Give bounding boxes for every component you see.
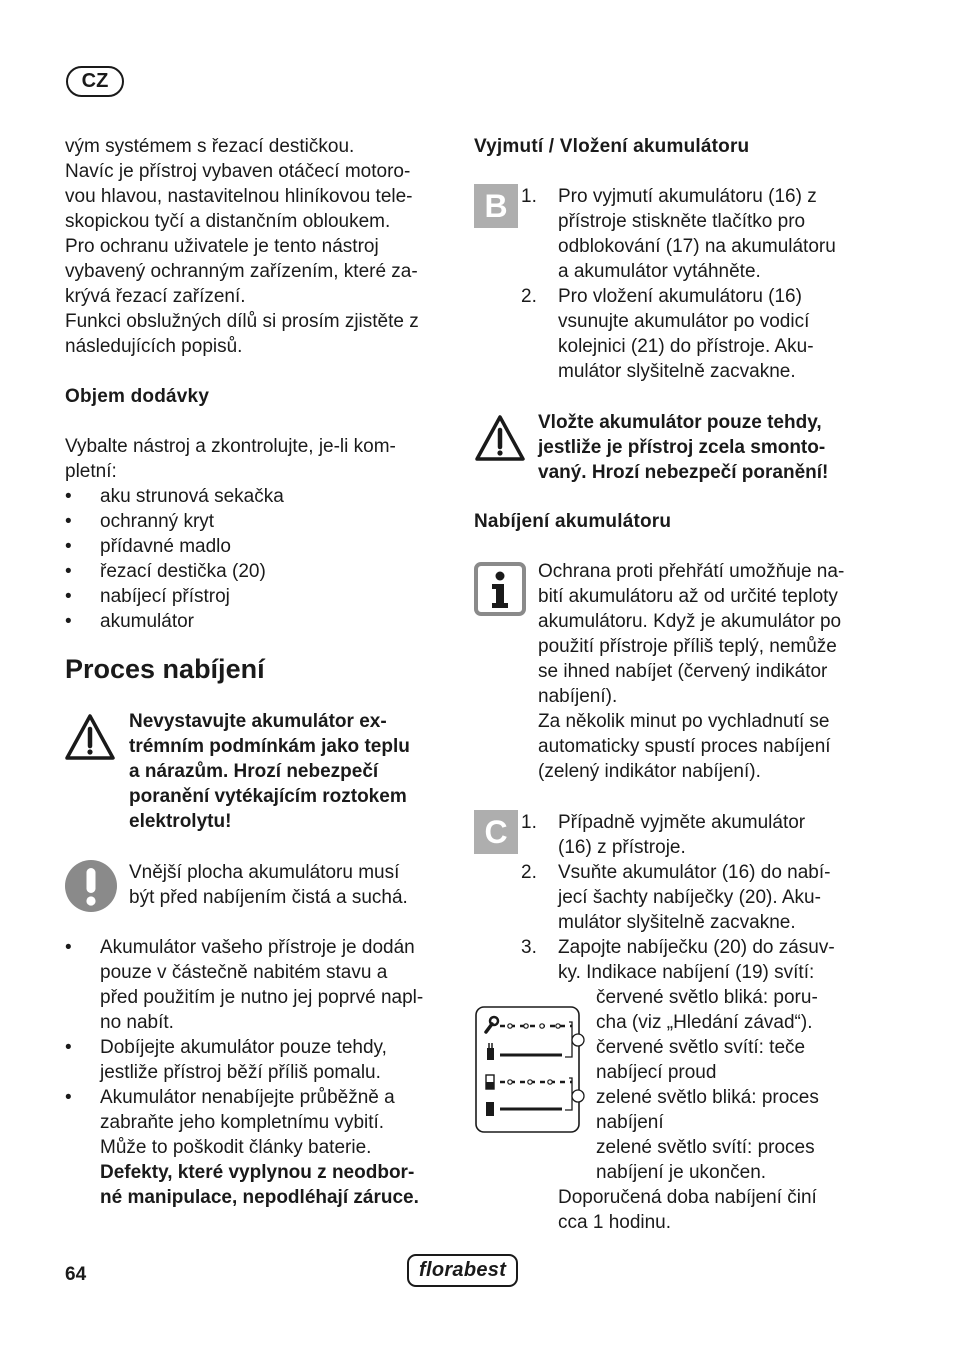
list-line: Dobíjejte akumulátor pouze tehdy, <box>100 1037 387 1058</box>
list-line: Může to poškodit články baterie. <box>100 1137 372 1158</box>
bullet: • <box>65 561 72 582</box>
figure-c-label: C <box>484 813 508 850</box>
note-line: být před nabíjením čistá a suchá. <box>129 887 408 908</box>
list-item <box>65 935 455 1035</box>
step-line: jecí šachty nabíječky (20). Aku- <box>558 887 821 908</box>
info-line: Ochrana proti přehřátí umožňuje na- <box>538 561 845 582</box>
recommend-line: cca 1 hodinu. <box>558 1212 672 1233</box>
warning-line: a nárazům. Hrozí nebezpečí <box>129 761 379 782</box>
delivery-intro <box>65 434 455 484</box>
charging-indicator-diagram <box>474 1005 590 1135</box>
intro-line: Navíc je přístroj vybaven otáčecí motoro- <box>65 161 411 182</box>
language-badge <box>66 66 124 97</box>
info-line: akumulátoru. Když je akumulátor po <box>538 611 842 632</box>
info-line: nabíjení). <box>538 686 618 707</box>
note-line: Vnější plocha akumulátoru musí <box>129 862 400 883</box>
bullet: • <box>65 1037 72 1058</box>
intro-line: skopickou tyčí a distančním obloukem. <box>65 211 391 232</box>
delivery-list <box>65 484 455 634</box>
list-line: jestliže přístroj běží příliš pomalu. <box>100 1062 381 1083</box>
list-line: pouze v částečně nabitém stavu a <box>100 962 388 983</box>
bullet: • <box>65 511 72 532</box>
warning-line: Vložte akumulátor pouze tehdy, <box>538 412 822 433</box>
charging-bullets <box>65 935 455 1210</box>
list-item <box>474 935 874 985</box>
remove-heading: Vyjmutí / Vložení akumulátoru <box>474 136 750 157</box>
list-line: před použitím je nutno jej poprvé napl- <box>100 987 424 1008</box>
intro-line: vým systémem s řezací destičkou. <box>65 136 355 157</box>
list-item <box>474 284 874 384</box>
step-line: Pro vložení akumulátoru (16) <box>558 286 802 307</box>
step-line: kolejnici (21) do přístroje. Aku- <box>558 336 814 357</box>
intro-line: vybavený ochranným zařízením, které za- <box>65 261 418 282</box>
list-item-text: ochranný kryt <box>100 511 215 532</box>
step-line: (16) z přístroje. <box>558 837 686 858</box>
bullet: • <box>65 536 72 557</box>
brand-logo <box>407 1254 518 1287</box>
warning-line: jestliže je přístroj zcela smonto- <box>538 437 826 458</box>
step-number: 2. <box>521 862 537 883</box>
warning-line: elektrolytu! <box>129 811 232 832</box>
indicator-line: červené světlo bliká: poru- <box>596 987 818 1008</box>
steps-b <box>474 184 874 384</box>
info-line: automaticky spustí proces nabíjení <box>538 736 831 757</box>
warning-line: trémním podmínkám jako teplu <box>129 736 410 757</box>
list-item <box>65 509 455 534</box>
list-item-text: akumulátor <box>100 611 194 632</box>
step-line: odblokování (17) na akumulátoru <box>558 236 836 257</box>
bullet: • <box>65 611 72 632</box>
list-line-bold: Defekty, které vyplynou z neodbor- <box>100 1162 415 1183</box>
info-line: Za několik minut po vychladnutí se <box>538 711 830 732</box>
bullet: • <box>65 486 72 507</box>
list-item <box>65 584 455 609</box>
warning-icon <box>64 713 116 761</box>
list-item <box>65 1085 455 1210</box>
intro-line: následujících popisů. <box>65 336 243 357</box>
info-line: se ihned nabíjet (červený indikátor <box>538 661 828 682</box>
language-code: CZ <box>81 70 109 92</box>
intro-line: krývá řezací zařízení. <box>65 286 246 307</box>
list-item <box>65 1035 455 1085</box>
indicator-descriptions <box>596 985 866 1185</box>
exclamation-circle-icon <box>64 859 118 913</box>
delivery-heading: Objem dodávky <box>65 386 210 407</box>
step-number: 1. <box>521 812 537 833</box>
step-number: 2. <box>521 286 537 307</box>
warning-text-1 <box>129 709 449 834</box>
delivery-intro-line: pletní: <box>65 461 117 482</box>
figure-b-label: B <box>484 187 508 224</box>
list-line: Akumulátor nenabíjejte průběžně a <box>100 1087 395 1108</box>
intro-line: vou hlavou, nastavitelnou hliníkovou tele- <box>65 186 413 207</box>
step-number: 1. <box>521 186 537 207</box>
info-text <box>538 559 868 784</box>
recommend-line: Doporučená doba nabíjení činí <box>558 1187 817 1208</box>
step-line: Zapojte nabíječku (20) do zásuv- <box>558 937 835 958</box>
list-line: zabraňte jeho kompletnímu vybití. <box>100 1112 385 1133</box>
list-item <box>65 534 455 559</box>
step-number: 3. <box>521 937 537 958</box>
bullet: • <box>65 586 72 607</box>
intro-paragraph <box>65 134 455 359</box>
warning-text-2 <box>538 410 868 485</box>
list-line-bold: né manipulace, nepodléhají záruce. <box>100 1187 419 1208</box>
indicator-line: zelené světlo svítí: proces <box>596 1137 815 1158</box>
list-item <box>65 484 455 509</box>
step-line: ky. Indikace nabíjení (19) svítí: <box>558 962 815 983</box>
info-icon <box>474 562 526 616</box>
note-text-1 <box>129 860 449 910</box>
charge-heading: Nabíjení akumulátoru <box>474 511 672 532</box>
indicator-line: nabíjení <box>596 1112 664 1133</box>
list-item <box>65 559 455 584</box>
step-line: přístroje stiskněte tlačítko pro <box>558 211 806 232</box>
list-item <box>65 609 455 634</box>
step-line: a akumulátor vytáhněte. <box>558 261 761 282</box>
indicator-line: nabíjecí proud <box>596 1062 717 1083</box>
intro-line: Pro ochranu uživatele je tento nástroj <box>65 236 379 257</box>
recommended-time <box>558 1185 868 1235</box>
step-line: Vsuňte akumulátor (16) do nabí- <box>558 862 831 883</box>
step-line: vsunujte akumulátor po vodicí <box>558 311 810 332</box>
steps-c <box>474 810 874 985</box>
list-item-text: přídavné madlo <box>100 536 231 557</box>
step-line: Případně vyjměte akumulátor <box>558 812 806 833</box>
info-line: bití akumulátoru až od určité teploty <box>538 586 838 607</box>
step-line: Pro vyjmutí akumulátoru (16) z <box>558 186 817 207</box>
warning-icon <box>474 414 526 462</box>
list-item-text: aku strunová sekačka <box>100 486 284 507</box>
indicator-line: zelené světlo bliká: proces <box>596 1087 819 1108</box>
indicator-line: nabíjení je ukončen. <box>596 1162 767 1183</box>
delivery-intro-line: Vybalte nástroj a zkontrolujte, je-li kom- <box>65 436 396 457</box>
page-number: 64 <box>65 1264 87 1285</box>
indicator-line: cha (viz „Hledání závad“). <box>596 1012 813 1033</box>
bullet: • <box>65 1087 72 1108</box>
list-item <box>474 810 874 860</box>
warning-line: Nevystavujte akumulátor ex- <box>129 711 387 732</box>
list-item-text: nabíjecí přístroj <box>100 586 230 607</box>
step-line: mulátor slyšitelně zacvakne. <box>558 912 796 933</box>
section-title: Proces nabíjení <box>65 654 265 684</box>
step-line: mulátor slyšitelně zacvakne. <box>558 361 796 382</box>
indicator-line: červené světlo svítí: teče <box>596 1037 806 1058</box>
info-line: použití přístroje příliš teplý, nemůže <box>538 636 837 657</box>
list-item <box>474 860 874 935</box>
warning-line: poranění vytékajícím roztokem <box>129 786 407 807</box>
list-item-text: řezací destička (20) <box>100 561 266 582</box>
brand-name: florabest <box>419 1259 507 1281</box>
list-line: Akumulátor vašeho přístroje je dodán <box>100 937 415 958</box>
intro-line: Funkci obslužných dílů si prosím zjistěte z <box>65 311 419 332</box>
bullet: • <box>65 937 72 958</box>
list-line: no nabít. <box>100 1012 174 1033</box>
list-item <box>474 184 874 284</box>
info-line: (zelený indikátor nabíjení). <box>538 761 761 782</box>
warning-line: vaný. Hrozí nebezpečí poranění! <box>538 462 829 483</box>
